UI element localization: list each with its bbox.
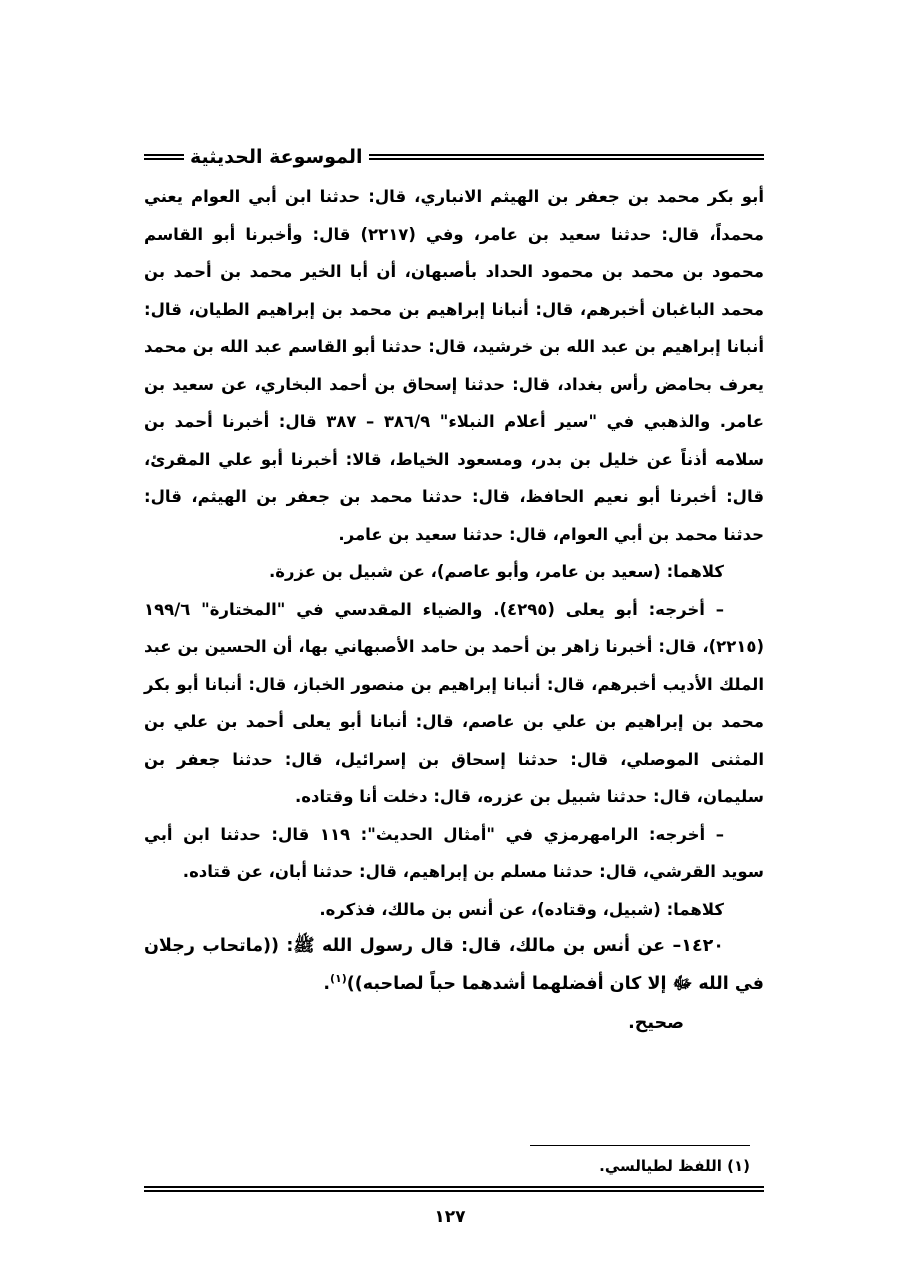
running-header bbox=[144, 140, 764, 174]
paragraph-takhrij-abu-yala: – أخرجه: أبو يعلى (٤٢٩٥). والضياء المقدسي في "المختارة" ١٩٩/٦ (٢٢١٥)، قال: أخبرنا زاهر بن أحمد بن حامد الأصبهاني بها، أن الحسين بن عبد الملك الأديب أخبرهم، قال: أنبانا إبراهيم بن منصور الخباز، قال: أنبانا أبو بكر محمد بن إبراهيم بن علي بن عاصم، قال: أنبانا أبو يعلى أحمد بن علي بن المثنى الموصلي، قال: حدثنا إسحاق بن إسرائيل، قال: حدثنا جعفر بن سليمان، قال: حدثنا شبيل بن عزره، قال: دخلت أنا وقتاده. bbox=[144, 599, 764, 806]
hadith-verdict: صحيح. bbox=[628, 1013, 684, 1033]
paragraph-takhrij-ramahurmuzi: – أخرجه: الرامهرمزي في "أمثال الحديث": ١١٩ قال: حدثنا ابن أبي سويد القرشي، قال: حدثنا مسلم بن إبراهيم، قال: حدثنا أبان، عن قتاده. bbox=[144, 824, 764, 881]
footnote-separator bbox=[530, 1145, 750, 1146]
hadith-end: . bbox=[323, 973, 330, 994]
header-rule-right bbox=[369, 154, 765, 160]
paragraph-kilahuma-2: كلاهما: (شبيل، وقتاده)، عن أنس بن مالك، فذكره. bbox=[319, 899, 724, 919]
footnote: (١) اللفظ لطيالسي. bbox=[599, 1157, 750, 1175]
header-rule-left bbox=[144, 154, 184, 160]
paragraph-isnad-1: أبو بكر محمد بن جعفر بن الهيثم الانباري، قال: حدثنا ابن أبي العوام يعني محمداً، قال: حدثنا سعيد بن عامر، وفي (٢٢١٧) قال: وأخبرنا أبو القاسم محمود بن محمد بن محمود الحداد بأصبهان، أن أبا الخير محمد بن أحمد بن محمد الباغبان أخبرهم، قال: أنبانا إبراهيم بن محمد بن إبراهيم الطيان، قال: أنبانا إبراهيم بن عبد الله بن خرشيد، قال: حدثنا أبو القاسم عبد الله بن محمد يعرف بحامض رأس بغداد، قال: حدثنا إسحاق بن أحمد البخاري، عن سعيد بن عامر. والذهبي في "سير أعلام النبلاء" ٣٨٦/٩ – ٣٨٧ قال: أخبرنا أحمد بن سلامه أذناً عن خليل بن بدر، ومسعود الخياط، قالا: أخبرنا أبو علي المقرئ، قال: أخبرنا أبو نعيم الحافظ، قال: حدثنا محمد بن جعفر بن الهيثم، قال: حدثنا محمد بن أبي العوام، قال: حدثنا سعيد بن عامر. bbox=[144, 187, 764, 544]
footer-rule bbox=[144, 1186, 764, 1192]
hadith-body: ١٤٢٠– عن أنس بن مالك، قال: قال رسول الله ﷺ: ((ماتحاب رجلان في الله ﷻ إلا كان أفضلهما أشدهما حباً لصاحبه)) bbox=[144, 936, 764, 994]
footnote-marker: (١) bbox=[329, 971, 347, 985]
page-number: ١٢٧ bbox=[434, 1207, 466, 1227]
main-text bbox=[144, 178, 764, 1043]
header-title: الموسوعة الحديثية bbox=[190, 146, 363, 168]
paragraph-kilahuma-1: كلاهما: (سعيد بن عامر، وأبو عاصم)، عن شبيل بن عزرة. bbox=[269, 562, 724, 581]
hadith-text bbox=[144, 928, 764, 1003]
